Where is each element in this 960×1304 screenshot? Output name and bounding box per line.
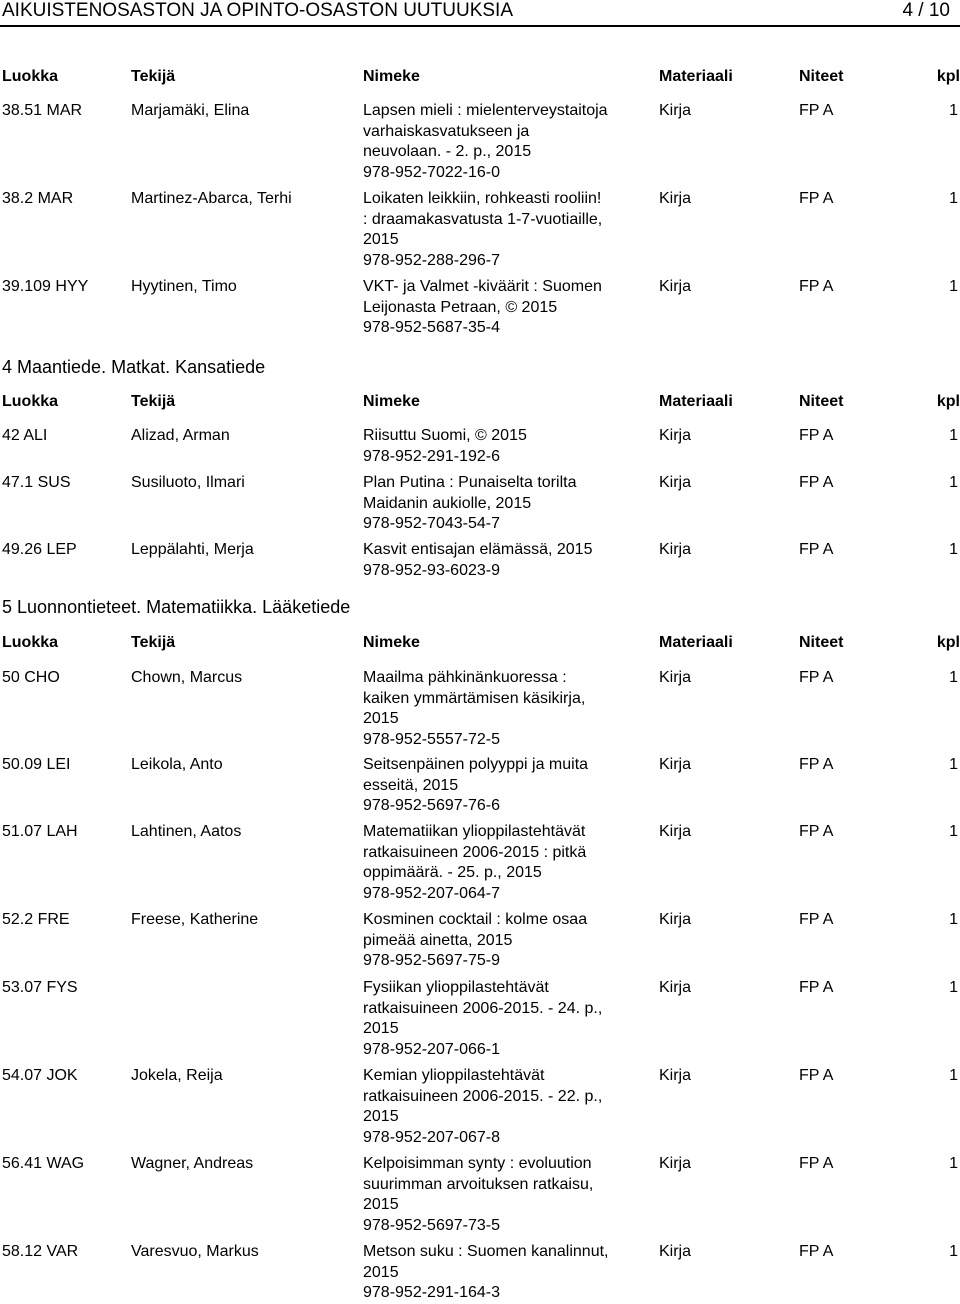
column-header-niteet: Niteet [799,68,844,85]
column-header-luokka: Luokka [2,634,59,651]
column-header-materiaali: Materiaali [659,393,733,410]
nimeke-line: 978-952-207-066-1 [363,1040,500,1058]
nimeke-line: 2015 [363,710,399,727]
cell-kpl: 1 [949,1155,958,1172]
cell-niteet: FP A [799,102,834,119]
column-header-luokka: Luokka [2,393,59,410]
cell-luokka: 38.51 MAR [2,102,83,119]
cell-materiaali: Kirja [659,1243,692,1260]
cell-nimeke [363,822,648,904]
header-rule [0,25,960,27]
nimeke-line: Kasvit entisajan elämässä, 2015 [363,541,593,558]
cell-nimeke [363,1242,648,1304]
document-title: AIKUISTENOSASTON JA OPINTO-OSASTON UUTUUKSIA [2,0,513,21]
cell-tekija: Jokela, Reija [131,1067,223,1084]
cell-kpl: 1 [949,823,958,840]
cell-nimeke [363,1066,648,1148]
cell-kpl: 1 [949,474,958,491]
cell-nimeke [363,668,648,750]
cell-tekija: Leikola, Anto [131,756,223,773]
cell-niteet: FP A [799,541,834,558]
nimeke-line: Plan Putina : Punaiselta torilta [363,474,577,491]
cell-niteet: FP A [799,756,834,773]
column-header-luokka: Luokka [2,68,59,85]
nimeke-line: 978-952-207-067-8 [363,1128,500,1146]
cell-tekija: Wagner, Andreas [131,1155,254,1172]
nimeke-line: 2015 [363,1020,399,1037]
nimeke-line: 978-952-5697-76-6 [363,797,500,814]
nimeke-line: 2015 [363,1263,399,1281]
cell-kpl: 1 [949,427,958,444]
cell-luokka: 58.12 VAR [2,1243,79,1260]
nimeke-line: Fysiikan ylioppilastehtävät [363,979,549,996]
column-header-nimeke: Nimeke [363,634,420,651]
nimeke-line: Metson suku : Suomen kanalinnut, [363,1243,609,1260]
cell-luokka: 52.2 FRE [2,911,70,928]
nimeke-line: ratkaisuineen 2006-2015. - 22. p., [363,1087,603,1105]
cell-materiaali: Kirja [659,823,692,840]
cell-kpl: 1 [949,190,958,207]
column-header-tekija: Tekijä [131,68,176,85]
cell-materiaali: Kirja [659,756,692,773]
cell-kpl: 1 [949,669,958,686]
cell-materiaali: Kirja [659,979,692,996]
column-header-kpl: kpl [936,68,960,85]
cell-materiaali: Kirja [659,1155,692,1172]
nimeke-line: ratkaisuineen 2006-2015 : pitkä [363,843,587,861]
cell-niteet: FP A [799,1067,834,1084]
nimeke-line: 2015 [363,1108,399,1125]
column-header-kpl: kpl [936,393,960,410]
nimeke-line: 978-952-207-064-7 [363,884,500,902]
column-header-materiaali: Materiaali [659,634,733,651]
column-header-tekija: Tekijä [131,634,176,651]
cell-niteet: FP A [799,823,834,840]
cell-kpl: 1 [949,278,958,295]
cell-nimeke [363,473,648,535]
nimeke-line: Lapsen mieli : mielenterveystaitoja [363,102,608,119]
cell-kpl: 1 [949,1067,958,1084]
nimeke-line: pimeää ainetta, 2015 [363,931,513,949]
cell-tekija: Leppälahti, Merja [131,541,254,558]
cell-tekija: Freese, Katherine [131,911,259,928]
cell-niteet: FP A [799,669,834,686]
page-number: 4 / 10 [902,0,950,21]
nimeke-line: neuvolaan. - 2. p., 2015 [363,143,532,160]
nimeke-line: 978-952-288-296-7 [363,251,500,269]
cell-niteet: FP A [799,190,834,207]
nimeke-line: Kelpoisimman synty : evoluution [363,1155,592,1172]
column-header-niteet: Niteet [799,634,844,651]
cell-nimeke [363,101,648,183]
column-header-nimeke: Nimeke [363,68,420,85]
nimeke-line: 978-952-5697-73-5 [363,1216,500,1234]
nimeke-line: Maailma pähkinänkuoressa : [363,669,567,686]
cell-luokka: 42 ALI [2,427,48,444]
cell-luokka: 56.41 WAG [2,1155,85,1172]
cell-niteet: FP A [799,979,834,996]
cell-nimeke [363,426,648,467]
nimeke-line: Loikaten leikkiin, rohkeasti rooliin! [363,190,602,207]
nimeke-line: Riisuttu Suomi, © 2015 [363,427,527,444]
cell-kpl: 1 [949,102,958,119]
cell-materiaali: Kirja [659,102,692,119]
cell-tekija: Marjamäki, Elina [131,102,250,119]
cell-materiaali: Kirja [659,427,692,444]
nimeke-line: 978-952-5687-35-4 [363,319,500,336]
column-header-tekija: Tekijä [131,393,176,410]
nimeke-line: 978-952-93-6023-9 [363,561,500,579]
nimeke-line: Seitsenpäinen polyyppi ja muita [363,756,589,773]
nimeke-line: 978-952-7022-16-0 [363,163,500,181]
cell-materiaali: Kirja [659,190,692,207]
section-heading: 5 Luonnontieteet. Matematiikka. Lääketiede [2,597,351,617]
cell-niteet: FP A [799,1243,834,1260]
cell-luokka: 53.07 FYS [2,979,78,996]
cell-kpl: 1 [949,541,958,558]
nimeke-line: oppimäärä. - 25. p., 2015 [363,864,542,881]
cell-nimeke [363,277,648,339]
nimeke-line: Kemian ylioppilastehtävät [363,1067,545,1084]
column-header-nimeke: Nimeke [363,393,420,410]
cell-kpl: 1 [949,911,958,928]
cell-niteet: FP A [799,427,834,444]
cell-tekija: Martinez-Abarca, Terhi [131,190,292,207]
cell-niteet: FP A [799,1155,834,1172]
nimeke-line: 2015 [363,231,399,248]
cell-nimeke [363,978,648,1060]
nimeke-line: kaiken ymmärtämisen käsikirja, [363,689,586,707]
cell-nimeke [363,540,648,581]
column-header-kpl: kpl [936,634,960,651]
cell-luokka: 38.2 MAR [2,190,74,207]
cell-nimeke [363,910,648,972]
column-header-materiaali: Materiaali [659,68,733,85]
cell-materiaali: Kirja [659,541,692,558]
nimeke-line: 978-952-7043-54-7 [363,515,500,532]
cell-tekija: Chown, Marcus [131,669,243,686]
nimeke-line: Kosminen cocktail : kolme osaa [363,911,588,928]
cell-niteet: FP A [799,474,834,491]
cell-niteet: FP A [799,278,834,295]
cell-tekija: Alizad, Arman [131,427,230,444]
cell-kpl: 1 [949,979,958,996]
cell-luokka: 50 CHO [2,669,60,686]
cell-tekija: Hyytinen, Timo [131,278,237,295]
nimeke-line: : draamakasvatusta 1-7-vuotiaille, [363,210,603,228]
nimeke-line: esseitä, 2015 [363,776,459,794]
cell-luokka: 51.07 LAH [2,823,78,840]
nimeke-line: Maidanin aukiolle, 2015 [363,494,532,512]
nimeke-line: VKT- ja Valmet -kiväärit : Suomen [363,278,602,295]
section-heading: 4 Maantiede. Matkat. Kansatiede [2,357,266,377]
cell-nimeke [363,1154,648,1236]
nimeke-line: Leijonasta Petraan, © 2015 [363,298,558,316]
nimeke-line: suurimman arvoituksen ratkaisu, [363,1175,594,1193]
column-header-row [0,67,960,87]
cell-materiaali: Kirja [659,1067,692,1084]
column-header-row [0,633,960,653]
cell-materiaali: Kirja [659,911,692,928]
cell-luokka: 39.109 HYY [2,278,89,295]
cell-tekija: Susiluoto, Ilmari [131,474,245,491]
cell-kpl: 1 [949,1243,958,1260]
cell-kpl: 1 [949,756,958,773]
cell-nimeke [363,755,648,817]
column-header-niteet: Niteet [799,393,844,410]
document-header [0,0,960,24]
nimeke-line: varhaiskasvatukseen ja [363,122,530,140]
cell-nimeke [363,189,648,271]
nimeke-line: Matematiikan ylioppilastehtävät [363,823,586,840]
cell-tekija: Varesvuo, Markus [131,1243,259,1260]
column-header-row [0,392,960,412]
cell-tekija: Lahtinen, Aatos [131,823,242,840]
cell-materiaali: Kirja [659,669,692,686]
cell-luokka: 49.26 LEP [2,541,77,558]
nimeke-line: 978-952-5557-72-5 [363,730,500,748]
cell-luokka: 47.1 SUS [2,474,71,491]
nimeke-line: ratkaisuineen 2006-2015. - 24. p., [363,999,603,1017]
cell-materiaali: Kirja [659,278,692,295]
cell-luokka: 54.07 JOK [2,1067,78,1084]
nimeke-line: 978-952-5697-75-9 [363,952,500,969]
nimeke-line: 978-952-291-164-3 [363,1284,500,1301]
nimeke-line: 2015 [363,1196,399,1213]
nimeke-line: 978-952-291-192-6 [363,447,500,465]
cell-luokka: 50.09 LEI [2,756,71,773]
cell-materiaali: Kirja [659,474,692,491]
cell-niteet: FP A [799,911,834,928]
